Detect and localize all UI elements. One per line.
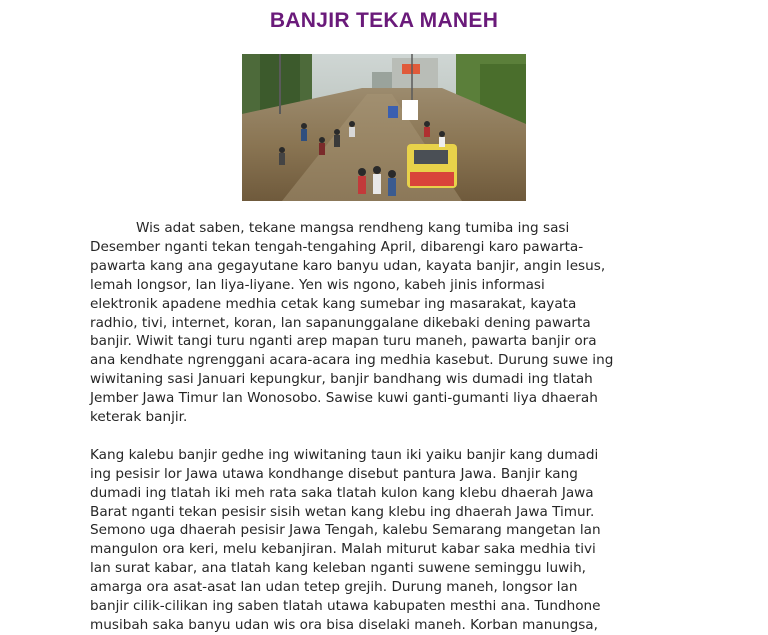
paragraph-line: wiwitaning sasi Januari kepungkur, banjir bandhang wis dumadi ing tlatah — [90, 371, 593, 388]
paragraph-line: lemah longsor, lan liya-liyane. Yen wis ngono, kabeh jinis informasi — [90, 276, 545, 293]
paragraph-line: Wis adat saben, tekane mangsa rendheng kang tumiba ing sasi — [136, 220, 570, 236]
paragraph-line: lan surat kabar, ana tlatah kang keleban nganti suwene seminggu luwih, — [90, 560, 587, 577]
paragraph-line: Desember nganti tekan tengah-tengahing April, dibarengi karo pawarta- — [90, 238, 584, 255]
paragraph-line: musibah saka banyu udan wis ora bisa diselaki maneh. Korban manungsa, — [90, 617, 598, 634]
paragraph-line: banjir. Wiwit tangi turu nganti arep mapan turu maneh, pawarta banjir ora — [90, 333, 597, 350]
paragraph-line: ing pesisir lor Jawa utawa kondhange disebut pantura Jawa. Banjir kang — [90, 465, 578, 482]
paragraph-line: Barat nganti tekan pesisir sisih wetan kang klebu ing dhaerah Jawa Timur. — [90, 503, 595, 520]
paragraph-line: Semono uga dhaerah pesisir Jawa Tengah, kalebu Semarang mangetan lan — [90, 522, 601, 539]
paragraph-line: elektronik apadene medhia cetak kang sumebar ing masarakat, kayata — [90, 295, 577, 312]
paragraph-line: pawarta kang ana gegayutane karo banyu udan, kayata banjir, angin lesus, — [90, 257, 606, 274]
flooded-street-photo — [242, 54, 526, 201]
paragraph-line: amarga ora asat-asat lan udan tetep grejih. Durung maneh, longsor lan — [90, 579, 578, 596]
paragraph-line: banjir cilik-cilikan ing saben tlatah utawa kabupaten mesthi ana. Tundhone — [90, 598, 601, 615]
article-body — [90, 219, 690, 635]
article-title: BANJIR TEKA MANEH — [269, 9, 499, 32]
paragraph-line: Jember Jawa Timur lan Wonosobo. Sawise kuwi ganti-gumanti liya dhaerah — [90, 390, 598, 407]
paragraph-line: keterak banjir. — [90, 409, 188, 426]
paragraph-line: mangulon ora keri, melu kebanjiran. Malah miturut kabar saka medhia tivi — [90, 541, 596, 558]
paragraph-line: dumadi ing tlatah iki meh rata saka tlatah kulon kang klebu dhaerah Jawa — [90, 484, 594, 501]
paragraph-line: ana kendhate ngrenggani acara-acara ing medhia kasebut. Durung suwe ing — [90, 352, 614, 369]
paragraph-line: Kang kalebu banjir gedhe ing wiwitaning taun iki yaiku banjir kang dumadi — [90, 446, 599, 463]
paragraph-line: radhio, tivi, internet, koran, lan sapanunggalane dikebaki dening pawarta — [90, 314, 591, 331]
